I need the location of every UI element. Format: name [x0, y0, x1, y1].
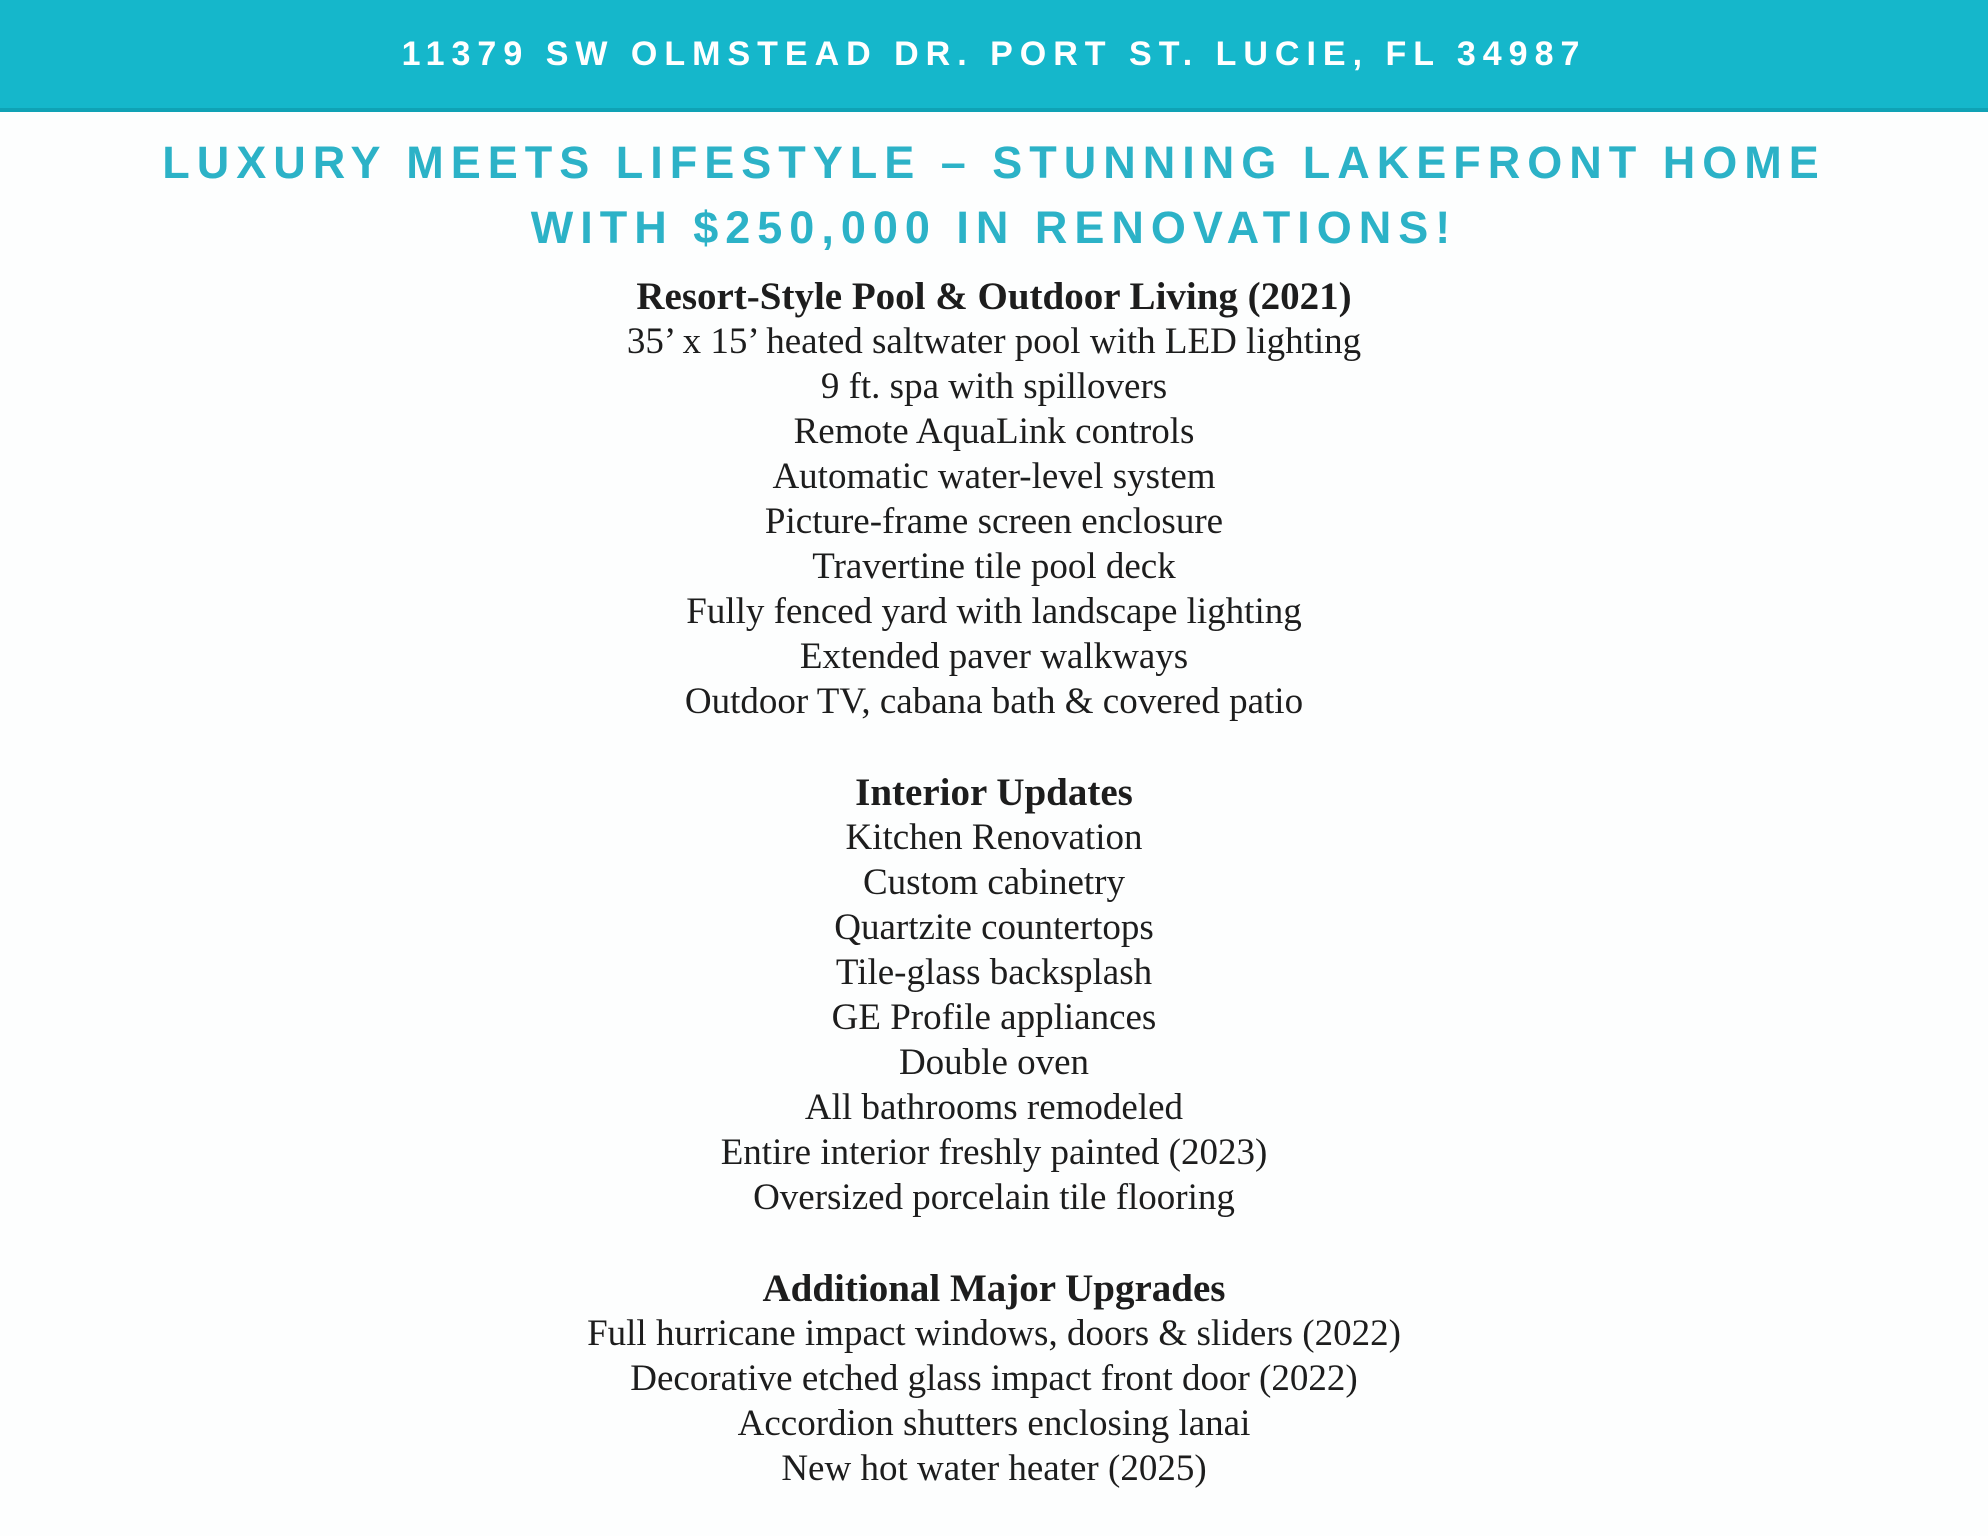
feature-item: Full hurricane impact windows, doors & sliders (2022): [587, 1313, 1401, 1354]
feature-list: [0, 319, 1988, 724]
section-title: Resort-Style Pool & Outdoor Living (2021): [636, 275, 1352, 318]
feature-item: Kitchen Renovation: [845, 817, 1143, 858]
feature-item: GE Profile appliances: [831, 997, 1157, 1038]
feature-item: Remote AquaLink controls: [793, 411, 1195, 452]
feature-item: Extended paver walkways: [799, 636, 1189, 677]
feature-list: [0, 1311, 1988, 1491]
feature-section: [0, 770, 1988, 1220]
feature-item: Quartzite countertops: [834, 907, 1154, 948]
feature-item: 9 ft. spa with spillovers: [820, 366, 1168, 407]
feature-item: Outdoor TV, cabana bath & covered patio: [684, 681, 1304, 722]
feature-section: [0, 1266, 1988, 1491]
feature-list: [0, 815, 1988, 1220]
feature-item: Picture-frame screen enclosure: [764, 501, 1224, 542]
feature-item: Oversized porcelain tile flooring: [753, 1177, 1235, 1218]
headline-line-1: LUXURY MEETS LIFESTYLE – STUNNING LAKEFRONT HOME: [162, 137, 1826, 188]
feature-sections: [0, 274, 1988, 1491]
section-title: Interior Updates: [855, 771, 1133, 814]
feature-item: Entire interior freshly painted (2023): [720, 1132, 1268, 1173]
property-address: 11379 SW OLMSTEAD DR. PORT ST. LUCIE, FL 34987: [401, 34, 1587, 73]
feature-item: Fully fenced yard with landscape lighting: [686, 591, 1302, 632]
feature-item: Double oven: [898, 1042, 1090, 1083]
feature-section: [0, 274, 1988, 724]
feature-item: 35’ x 15’ heated saltwater pool with LED lighting: [626, 321, 1362, 362]
section-title: Additional Major Upgrades: [762, 1267, 1226, 1310]
feature-item: Travertine tile pool deck: [812, 546, 1176, 587]
feature-item: Accordion shutters enclosing lanai: [737, 1403, 1251, 1444]
feature-item: Custom cabinetry: [862, 862, 1126, 903]
headline-line-2: WITH $250,000 IN RENOVATIONS!: [530, 202, 1458, 253]
headline: [0, 130, 1988, 260]
feature-item: New hot water heater (2025): [781, 1448, 1207, 1489]
feature-item: Decorative etched glass impact front door (2022): [630, 1358, 1358, 1399]
address-banner: [0, 0, 1988, 112]
feature-item: Automatic water-level system: [772, 456, 1216, 497]
feature-item: All bathrooms remodeled: [804, 1087, 1184, 1128]
feature-item: Tile-glass backsplash: [835, 952, 1153, 993]
